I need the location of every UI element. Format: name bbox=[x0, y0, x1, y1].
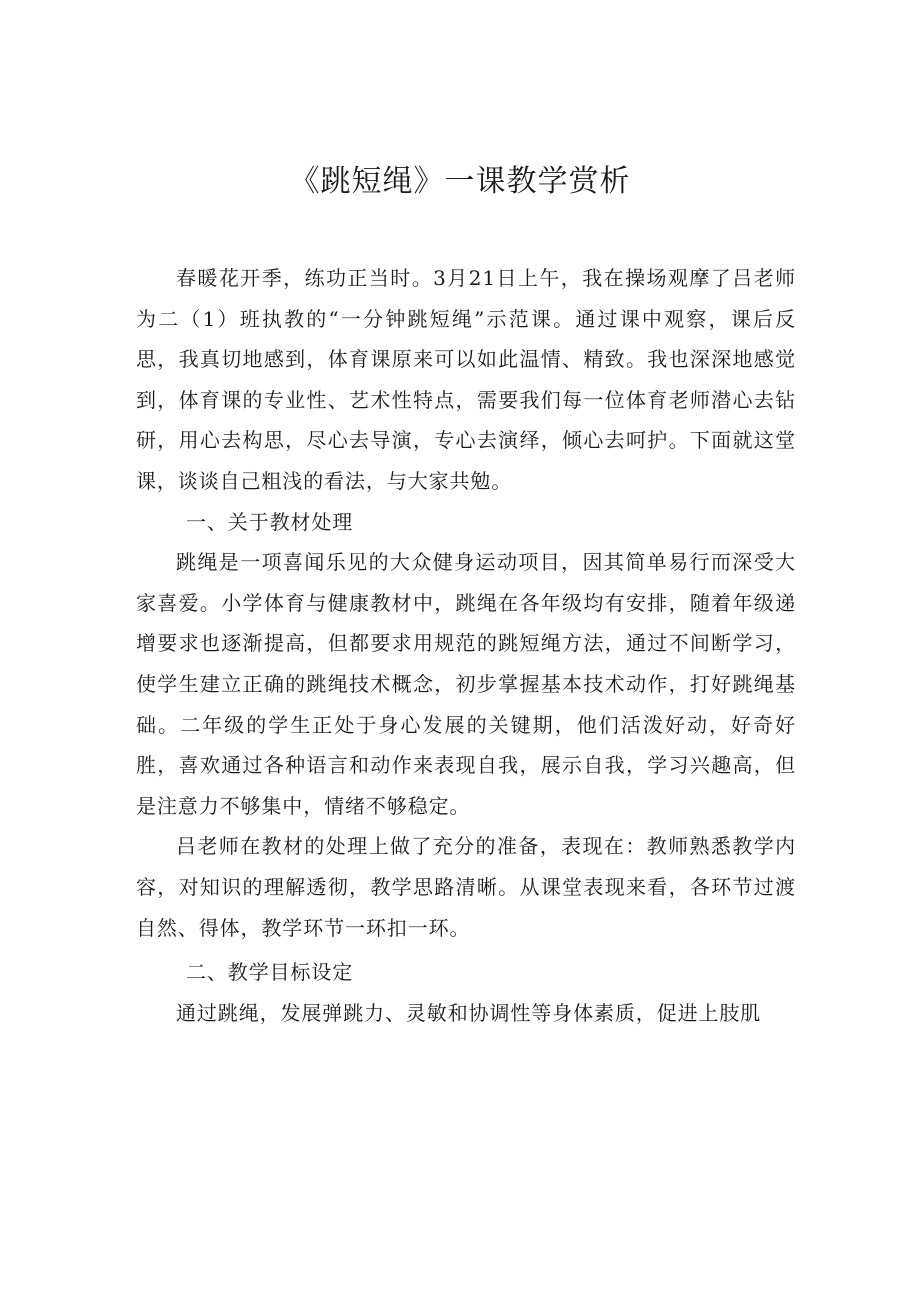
section-heading-objectives: 二、教学目标设定 bbox=[186, 960, 354, 985]
document-title: 《跳短绳》一课教学赏析 bbox=[289, 164, 631, 199]
paragraph-preparation: 吕老师在教材的处理上做了充分的准备，表现在：教师熟悉教学内容，对知识的理解透彻，教学思路清晰。从课堂表现来看，各环节过渡自然、得体，教学环节一环扣一环。 bbox=[136, 834, 796, 940]
section-heading-materials: 一、关于教材处理 bbox=[186, 509, 354, 534]
paragraph-intro: 春暖花开季，练功正当时。3月21日上午，我在操场观摩了吕老师为二（1）班执教的“一分钟跳短绳”示范课。通过课中观察，课后反思，我真切地感到，体育课原来可以如此温情、精致。我也深深地感觉到，体育课的专业性、艺术性特点，需要我们每一位体育老师潜心去钻研，用心去构思，尽心去导演，专心去演绎，倾心去呵护。下面就这堂课，谈谈自己粗浅的看法，与大家共勉。 bbox=[136, 266, 796, 493]
paragraph-objectives: 通过跳绳，发展弹跳力、灵敏和协调性等身体素质，促进上肢肌 bbox=[176, 1000, 762, 1025]
paragraph-materials: 跳绳是一项喜闻乐见的大众健身运动项目，因其简单易行而深受大家喜爱。小学体育与健康教材中，跳绳在各年级均有安排，随着年级递增要求也逐渐提高，但都要求用规范的跳短绳方法，通过不间断学习，使学生建立正确的跳绳技术概念，初步掌握基本技术动作，打好跳绳基础。二年级的学生正处于身心发展的关键期，他们活泼好动，好奇好胜，喜欢通过各种语言和动作来表现自我，展示自我，学习兴趣高，但是注意力不够集中，情绪不够稳定。 bbox=[136, 550, 796, 818]
document-body bbox=[136, 258, 796, 1033]
